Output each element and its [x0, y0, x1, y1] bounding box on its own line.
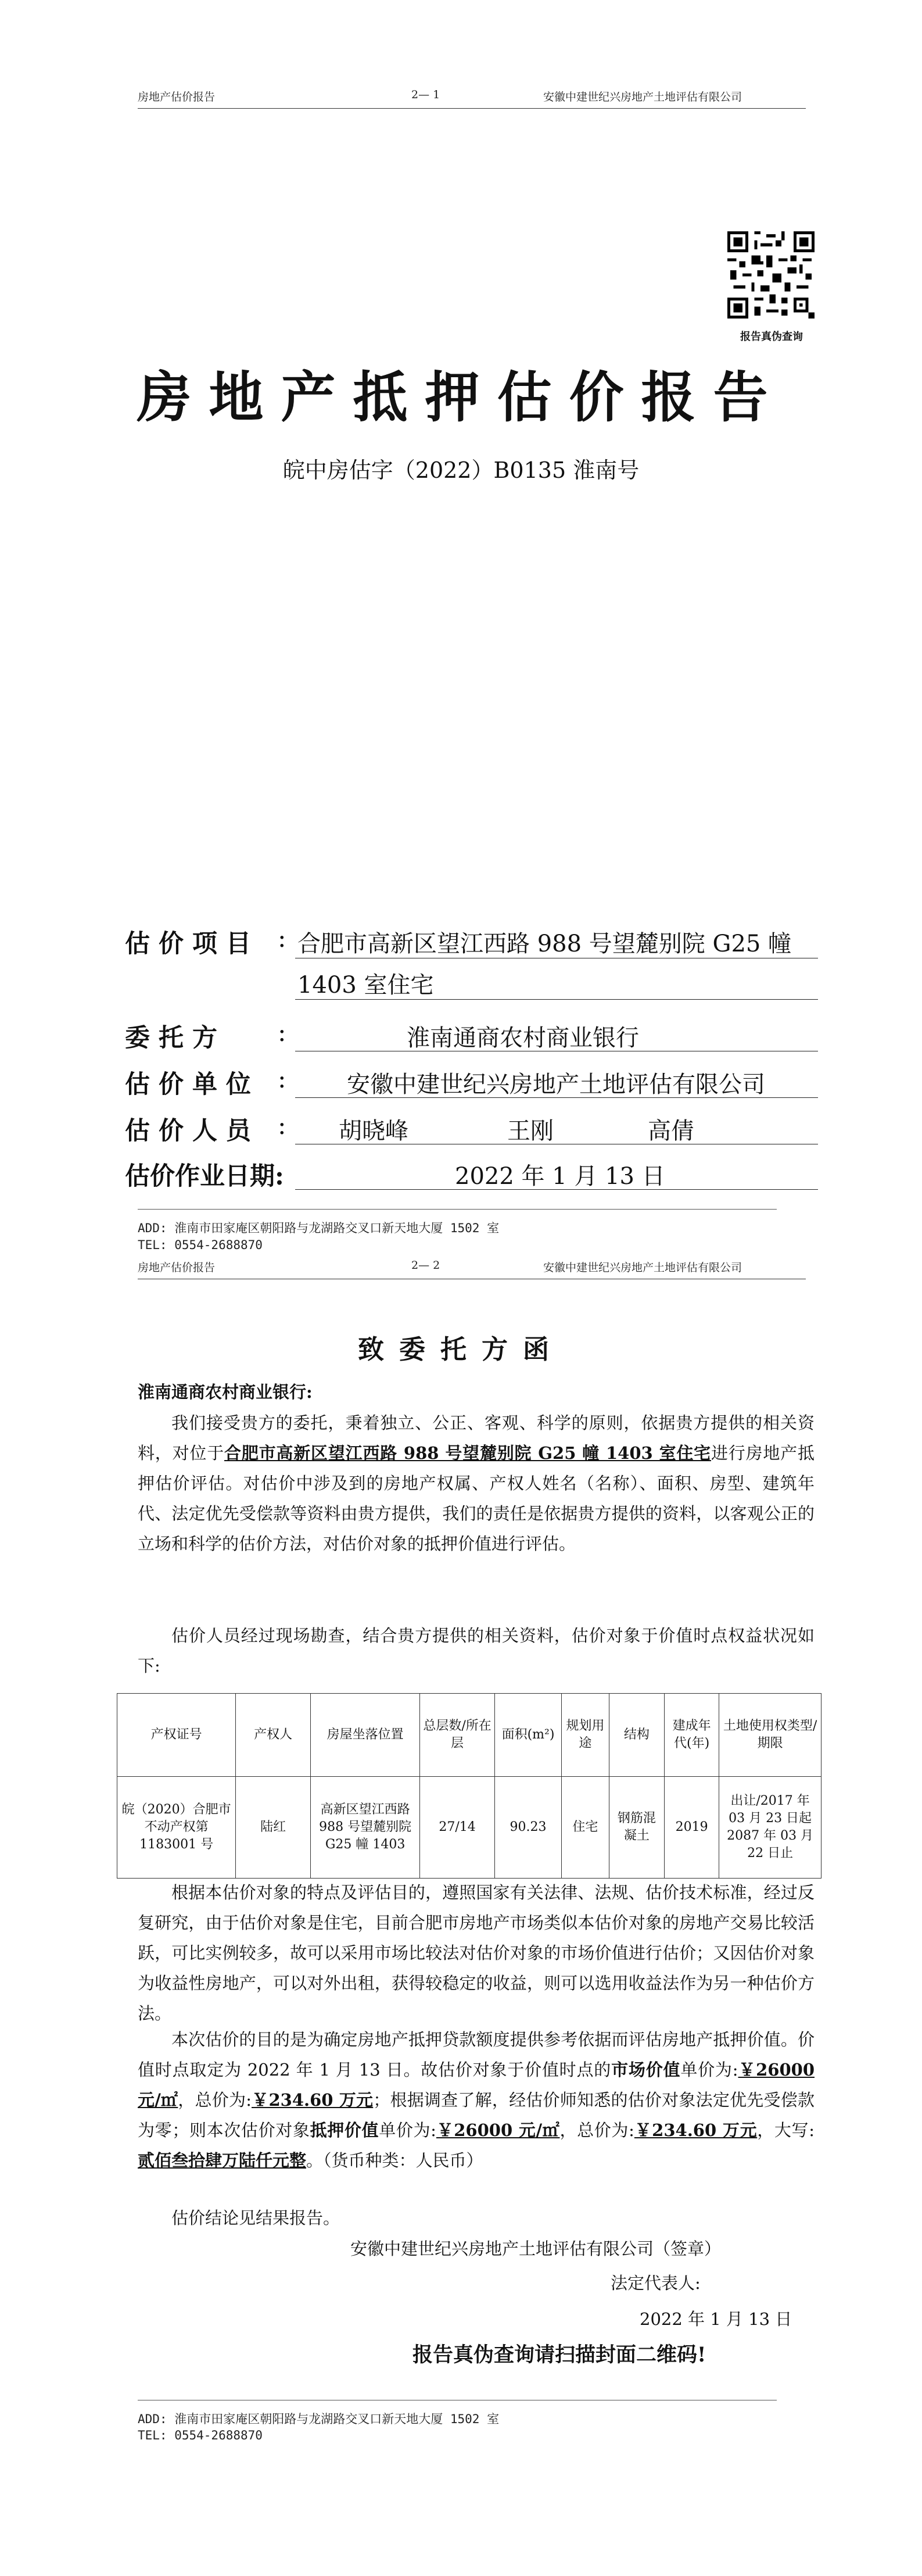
page2-header-right: 安徽中建世纪兴房地产土地评估有限公司 — [543, 1261, 742, 1274]
qr-code-image[interactable] — [727, 231, 815, 319]
paragraph-conclusion: 估价结论见结果报告。 — [171, 2208, 340, 2228]
mortgage-total-price: ￥234.60 万元 — [634, 2120, 758, 2140]
appraiser-underline — [295, 1097, 818, 1098]
table-header-cell: 结构 — [609, 1694, 664, 1777]
client-colon: : — [278, 1018, 286, 1047]
table-cell: 27/14 — [420, 1777, 495, 1879]
appraiser-value: 安徽中建世纪兴房地产土地评估有限公司 — [347, 1071, 765, 1098]
project-label: 估 价 项 目 — [125, 929, 251, 958]
client-value: 淮南通商农村商业银行 — [407, 1025, 639, 1051]
page1-footer-rule — [138, 1209, 777, 1210]
date-label: 估价作业日期: — [125, 1162, 284, 1191]
table-header-row — [117, 1694, 821, 1777]
table-cell: 钢筋混凝土 — [609, 1777, 664, 1879]
page1-header-left: 房地产估价报告 — [138, 91, 216, 103]
table-header-cell: 建成年代(年) — [665, 1694, 719, 1777]
legal-representative: 法定代表人: — [611, 2273, 701, 2293]
staff-name-1: 胡晓峰 — [339, 1118, 408, 1144]
addressee: 淮南通商农村商业银行: — [138, 1382, 313, 1402]
table-header-cell: 房屋坐落位置 — [311, 1694, 420, 1777]
table-header-cell: 规划用途 — [562, 1694, 609, 1777]
table-cell: 出让/2017 年 03 月 23 日起 2087 年 03 月 22 日止 — [719, 1777, 821, 1879]
table-cell: 90.23 — [494, 1777, 561, 1879]
table-cell: 2019 — [665, 1777, 719, 1879]
table-header-cell: 土地使用权类型/期限 — [719, 1694, 821, 1777]
staff-colon: : — [278, 1111, 286, 1140]
table-header-cell: 产权人 — [236, 1694, 311, 1777]
page2-footer-address: ADD: 淮南市田家庵区朝阳路与龙湖路交叉口新天地大厦 1502 室 — [138, 2412, 500, 2426]
staff-name-2: 王刚 — [507, 1118, 554, 1144]
paragraph-valuation: 本次估价的目的是为确定房地产抵押贷款额度提供参考依据而评估房地产抵押价值。价值时点取定为 2022 年 1 月 13 日。故估价对象于价值时点的市场价值单价为:￥26000 元/㎡，总价为:￥234.60 万元；根据调查了解，经估价师知悉的估价对象法定优先受偿款为零；则本次估价对象抵押价值单价为:￥26000 元/㎡，总价为:￥234.60 万元，大写:贰佰叁拾肆万陆仟元整。（货币种类：人民币） — [138, 2030, 815, 2170]
paragraph-survey: 估价人员经过现场勘查，结合贵方提供的相关资料，估价对象于价值时点权益状况如下: — [138, 1626, 815, 1676]
property-location: 合肥市高新区望江西路 988 号望麓别院 G25 幢 1403 室住宅 — [224, 1443, 711, 1463]
report-title: 房地产抵押估价报告 — [137, 366, 785, 430]
table-cell: 皖（2020）合肥市不动产权第 1183001 号 — [117, 1777, 236, 1879]
project-underline-2 — [295, 999, 818, 1000]
qr-caption: 报告真伪查询 — [740, 331, 803, 343]
table-cell: 陆红 — [236, 1777, 311, 1879]
paragraph-intro: 我们接受贵方的委托，秉着独立、公正、客观、科学的原则，依据贵方提供的相关资料，对位于合肥市高新区望江西路 988 号望麓别院 G25 幢 1403 室住宅进行房地产抵押估价评估。对估价中涉及到的房地产权属、产权人姓名（名称）、面积、房型、建筑年代、法定优先受偿款等资料由贵方提供，我们的责任是依据贵方提供的资料，以客观公正的立场和科学的估价方法，对估价对象的抵押价值进行评估。 — [138, 1413, 815, 1554]
page2-header-page: 2— 2 — [411, 1259, 440, 1272]
letter-title: 致委托方函 — [357, 1334, 564, 1365]
signing-date: 2022 年 1 月 13 日 — [640, 2309, 792, 2329]
document-number: 皖中房估字（2022）B0135 淮南号 — [282, 457, 640, 483]
paragraph-method: 根据本估价对象的特点及评估目的，遵照国家有关法律、法规、估价技术标准，经过反复研究，由于估价对象是住宅，目前合肥市房地产市场类似本估价对象的房地产交易比较活跃，可比实例较多，故可以采用市场比较法对估价对象的市场价值进行估价；又因估价对象为收益性房地产，可以对外出租，获得较稳定的收益，则可以选用收益法作为另一种估价方法。 — [138, 1883, 815, 2023]
project-value-line1: 合肥市高新区望江西路 988 号望麓别院 G25 幢 — [297, 931, 792, 957]
page1-header-rule — [138, 108, 806, 109]
amount-in-words: 贰佰叁拾肆万陆仟元整 — [138, 2151, 307, 2170]
page2-header-left: 房地产估价报告 — [138, 1261, 216, 1274]
page1-footer-address: ADD: 淮南市田家庵区朝阳路与龙湖路交叉口新天地大厦 1502 室 — [138, 1221, 500, 1235]
page1-header-page: 2— 1 — [411, 88, 440, 101]
table-cell: 高新区望江西路 988 号望麓别院 G25 幢 1403 — [311, 1777, 420, 1879]
date-underline — [295, 1189, 818, 1190]
staff-name-3: 高倩 — [648, 1118, 694, 1144]
verification-notice: 报告真伪查询请扫描封面二维码! — [412, 2343, 706, 2367]
client-label: 委 托 方 — [125, 1024, 217, 1053]
staff-label: 估 价 人 员 — [125, 1117, 251, 1146]
market-unit-price: ￥26000 元/㎡ — [138, 2060, 815, 2110]
page1-footer-tel: TEL: 0554-2688870 — [138, 1238, 263, 1252]
project-colon: : — [278, 924, 286, 953]
mortgage-unit-price: ￥26000 元/㎡ — [436, 2120, 560, 2140]
appraiser-colon: : — [278, 1065, 286, 1094]
project-value-line2: 1403 室住宅 — [297, 972, 434, 999]
signing-company: 安徽中建世纪兴房地产土地评估有限公司（签章） — [350, 2239, 722, 2259]
table-header-cell: 总层数/所在层 — [420, 1694, 495, 1777]
table-header-cell: 产权证号 — [117, 1694, 236, 1777]
appraiser-label: 估 价 单 位 — [125, 1070, 251, 1099]
page2-footer-tel: TEL: 0554-2688870 — [138, 2428, 263, 2442]
table-row — [117, 1777, 821, 1879]
table-cell: 住宅 — [562, 1777, 609, 1879]
table-header-cell: 面积(m²) — [494, 1694, 561, 1777]
page1-header-right: 安徽中建世纪兴房地产土地评估有限公司 — [543, 91, 742, 103]
market-total-price: ￥234.60 万元 — [252, 2090, 374, 2110]
date-value: 2022 年 1 月 13 日 — [455, 1163, 665, 1190]
property-info-table — [117, 1693, 821, 1879]
